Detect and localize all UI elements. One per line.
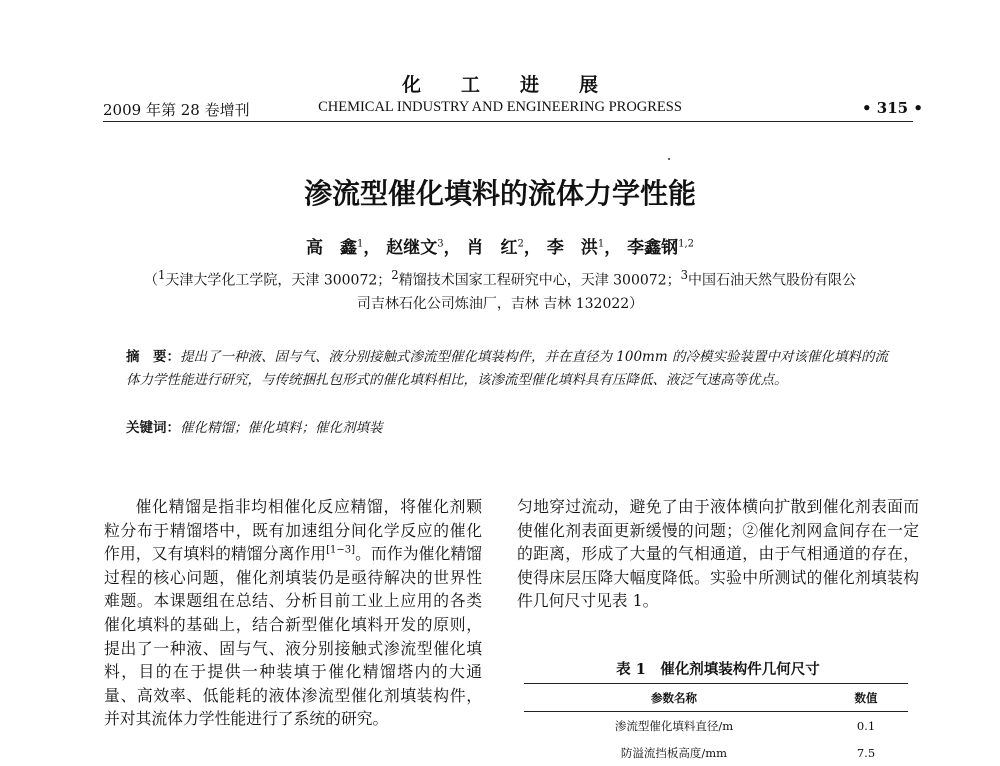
affiliation-3-cont: 司吉林石化公司炼油厂，吉林 吉林 132022） [356, 296, 644, 312]
author-name: 李 洪 [546, 238, 598, 258]
author-list: 高 鑫$^1$， 赵继文$^3$， 肖 红$^2$， 李 洪$^1$， 李鑫钢$^{1,2}$ [305, 238, 695, 258]
table-row [524, 712, 908, 740]
table-header-cell: 数值 [854, 690, 878, 705]
affiliation-mark: 3 [680, 268, 689, 282]
citation-mark: [1−3] [326, 544, 356, 556]
body-text: 。而作为催化精馏过程的核心问题，催化剂填装仍是亟待解决的世界性难题。本课题组在总结、分析目前工业上应用的各类催化填料的基础上，结合新型催化填料开发的原则，提出了一种液、固与气、液分别接触式渗流型催化填料，目的在于提供一种装填于催化精馏塔内的大通量、高效率、低能耗的液体渗流型催化剂填装构件，并对其流体力学性能进行了系统的研究。 [104, 544, 482, 729]
author-affiliation-mark: 1,2 [678, 238, 695, 250]
keywords-text: 催化精馏；催化填料；催化剂填装 [180, 420, 383, 436]
abstract-text: 提出了一种液、固与气、液分别接触式渗流型催化填装构件，并在直径为 100mm 的冷模实验装置中对该催化填料的流体力学性能进行研究，与传统捆扎包形式的催化填料相比，该渗流型催化填料具有压降低、液泛气速高等优点。 [126, 349, 888, 388]
keywords [126, 416, 383, 436]
body-column-right [517, 495, 919, 613]
affiliation-1: 天津大学化工学院，天津 300072； [165, 272, 392, 289]
affiliation-line-1 [0, 268, 1000, 290]
body-paragraph [104, 495, 482, 731]
journal-title-chinese: 化工进展 [401, 74, 638, 96]
journal-title-english: CHEMICAL INDUSTRY AND ENGINEERING PROGRESS [318, 99, 682, 115]
author-name: 李鑫钢 [627, 238, 679, 258]
affiliation-mark: 2 [391, 268, 399, 282]
author-affiliation-mark: 2 [517, 238, 524, 250]
affiliation-3: 中国石油天然气股份有限公 [688, 272, 857, 289]
author-name: 高 鑫 [305, 238, 357, 258]
table-cell: 0.1 [856, 718, 876, 733]
author-name: 肖 红 [466, 238, 518, 258]
affiliation-line-2 [0, 293, 1000, 313]
table-cell: 防溢流挡板高度/mm [620, 745, 728, 760]
page-number: • 315 • [862, 99, 923, 117]
author-affiliation-mark: 1 [356, 238, 364, 250]
table-caption: 表 1 催化剂填装构件几何尺寸 [616, 661, 820, 678]
issue-info: 2009 年第 28 卷增刊 [103, 101, 250, 119]
body-paragraph: 匀地穿过流动，避免了由于液体横向扩散到催化剂表面而使催化剂表面更新缓慢的问题；②催化剂网盒间存在一定的距离，形成了大量的气相通道，由于气相通道的存在，使得床层压降大幅度降低。实验中所测试的催化剂填装构件几何尺寸见表 1。 [517, 497, 919, 611]
affiliation-mark: 1 [157, 268, 166, 282]
table-cell: 渗流型催化填料直径/m [614, 718, 734, 733]
scan-speck [668, 158, 670, 160]
geometry-table [524, 683, 908, 766]
body-text: 催化精馏是指非均相催化反应精馏，将催化剂颗粒分布于精馏塔中，既有加速组分间化学反应的催化作用，又有填料的精馏分离作用 [104, 497, 482, 564]
author-name: 赵继文 [386, 238, 438, 258]
table-header-row [524, 684, 908, 712]
table-header-cell: 参数名称 [651, 690, 697, 705]
affiliation-paren: （ [143, 272, 158, 289]
table-cell: 7.5 [856, 745, 876, 760]
abstract [126, 346, 896, 391]
author-affiliation-mark: 3 [437, 238, 444, 250]
table-row [524, 739, 908, 766]
affiliation-2: 精馏技术国家工程研究中心，天津 300072； [398, 272, 681, 289]
author-affiliation-mark: 1 [597, 238, 605, 250]
article-title: 渗流型催化填料的流体力学性能 [303, 177, 696, 210]
abstract-label: 摘 要： [126, 349, 180, 365]
header-rule [103, 121, 913, 122]
keywords-label: 关键词： [126, 420, 180, 436]
body-column-left [104, 495, 482, 731]
